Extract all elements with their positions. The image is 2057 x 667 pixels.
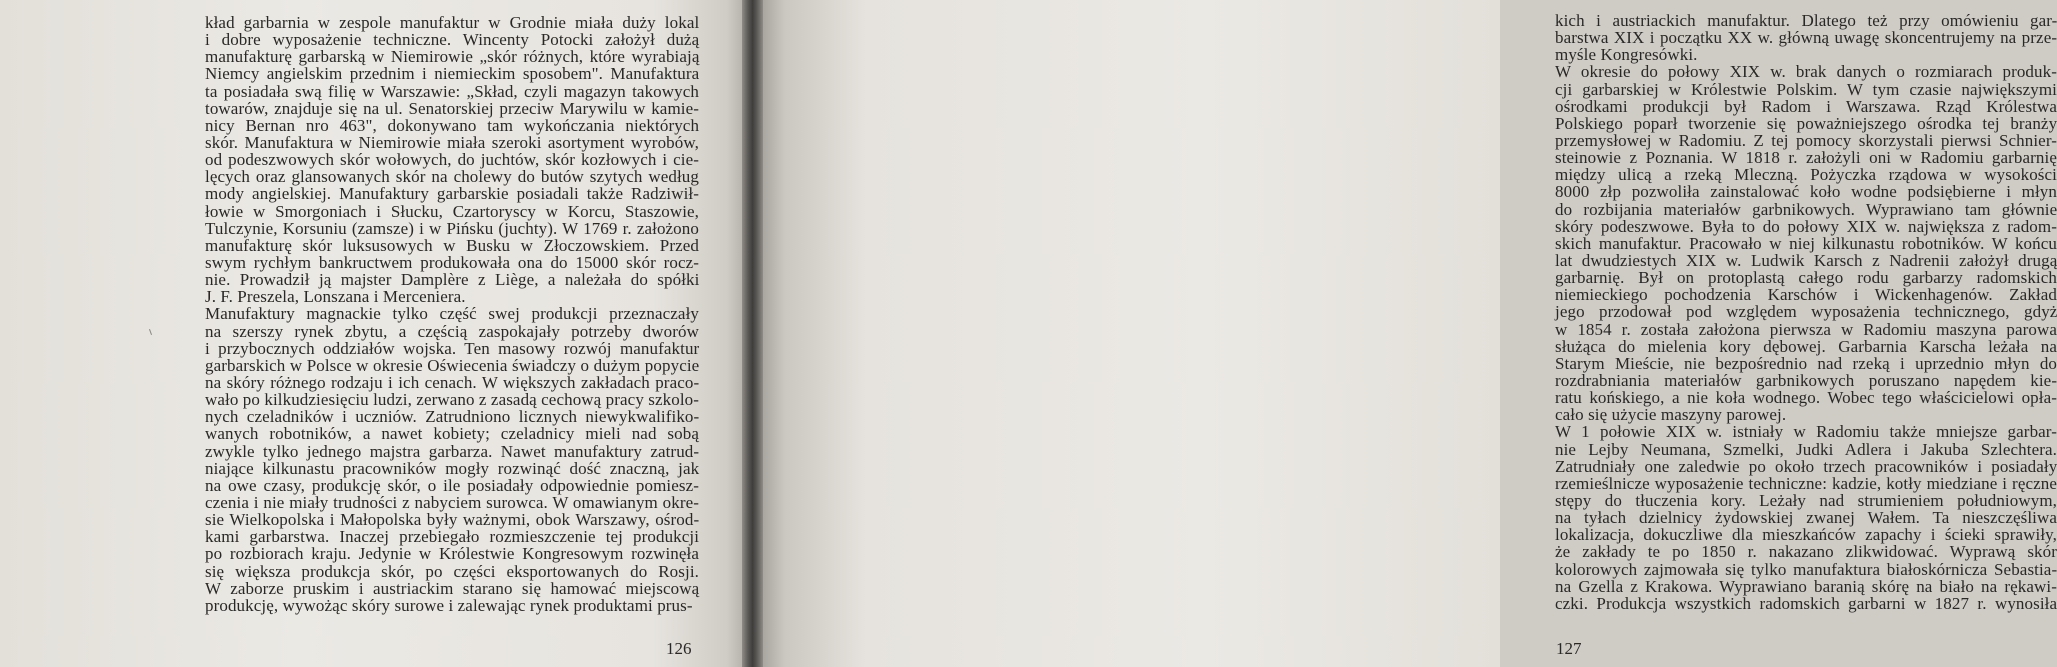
right-page-text-line: Zatrudniały one zaledwie po około trzech pracowników i posiadały [1555, 456, 2057, 476]
left-page-text-line: łowie w Smorgoniach i Słucku, Czartoryscy w Korcu, Staszowie, [205, 201, 700, 221]
right-page-text-line: jego przodował pod względem wyposażenia technicznego, gdyż [1555, 302, 2057, 322]
right-page-text-line: że zakłady te po 1850 r. nakazano zlikwidować. Wyprawą skór [1555, 542, 2057, 562]
right-page-text-line: czki. Produkcja wszystkich radomskich garbarni w 1827 r. wynosiła [1555, 593, 2057, 613]
left-page-text-line: mody angielskiej. Manufaktury garbarskie posiadali także Radziwił- [205, 184, 699, 204]
right-page-text-line: kich i austriackich manufaktur. Dlatego też przy omówieniu gar- [1555, 11, 2057, 30]
left-page-text-line: po rozbiorach kraju. Jedynie w Królestwie Kongresowym rozwinęła [205, 544, 699, 564]
right-page-text-line: nie Lejby Neumana, Szmelki, Judki Adlera i Jakuba Szlechtera. [1555, 439, 2057, 459]
paper-speck [149, 329, 152, 335]
right-page-text-line: rozdrabniania materiałów garbnikowych poruszano napędem kie- [1555, 370, 2057, 390]
right-page-text-line: między ulicą a rzeką Mleczną. Pożyczka rządowa w wysokości [1555, 165, 2057, 185]
right-page-text-line: Polskiego poparł tworzenie się poważniejszego ośrodka tej branży [1555, 113, 2057, 133]
left-page-text-line: od podeszwowych skór wołowych, do juchtów, skór kozłowych i cie- [205, 150, 699, 170]
left-page-text-line: W zaborze pruskim i austriackim starano się hamować miejscową [205, 578, 700, 598]
left-page-text-line: towarów, znajduje się na ul. Senatorskiej przeciw Marywilu w kamie- [205, 98, 699, 118]
right-page-text-line: Starym Mieście, nie bezpośrednio nad rzeką i uprzednio młyn do [1555, 353, 2057, 373]
left-page-text-line: lęcych oraz glansowanych skór na cholewy do butów szytych według [205, 167, 699, 187]
right-page-text-line: skóry podeszwowe. Była to do połowy XIX w. największa z radom- [1555, 216, 2057, 236]
left-page-text-line: produkcję, wywożąc skóry surowe i zalewając rynek produktami prus- [205, 595, 693, 615]
right-page-text-line: steinowie z Poznania. W 1818 r. założyli oni w Radomiu garbarnię [1555, 148, 2057, 168]
right-page-text-line: stępy do tłuczenia kory. Leżały nad strumieniem południowym, [1555, 490, 2057, 510]
right-page-text-line: do rozbijania materiałów garbnikowych. Wyprawiano tam głównie [1555, 199, 2057, 219]
right-page-text-line: garbarnię. Był on protoplastą całego rodu garbarzy radomskich [1555, 268, 2057, 288]
right-page-text-line: niemieckiego pochodzenia Karschów i Wickenhagenów. Zakład [1555, 285, 2057, 305]
left-page-text-line: nicy Bernan nro 463", dokonywano tam wykończania niektórych [205, 115, 700, 135]
left-page-text-line: niające kilkunastu pracowników mogły rozwinąć dość znaczną, jak [205, 458, 700, 478]
right-page-text-line: rzemieślnicze wyposażenie techniczne: kadzie, kotły miedziane i ręczne [1555, 473, 2057, 493]
right-page-text-line: w 1854 r. została założona pierwsza w Radomiu maszyna parowa [1555, 319, 2057, 339]
left-page-text-line: i przybocznych oddziałów wojska. Ten masowy rozwój manufaktur [205, 338, 700, 358]
left-page-text-line: się większa produkcja skór, po części eksportowanych do Rosji. [205, 561, 699, 581]
left-page-text-line: manufakturę skór luksusowych w Busku w Złoczowskiem. Przed [205, 235, 699, 255]
left-page-text-line: nie. Prowadził ją majster Damplère z Liège, a należała do spółki [205, 270, 700, 290]
right-page-text-line: W 1 połowie XIX w. istniały w Radomiu także mniejsze garbar- [1555, 422, 2057, 442]
left-page-text-line: Manufaktury magnackie tylko część swej produkcji przeznaczały [205, 304, 699, 324]
right-page-text-line: ośrodkami produkcji był Radom i Warszawa. Rząd Królestwa [1555, 96, 2057, 116]
left-page-text-line: swym rychłym bankructwem produkowała ona do 15000 skór rocz- [205, 252, 699, 272]
left-page-text-line: wanych robotników, a nawet kobiety; czeladnicy mieli nad sobą [205, 424, 699, 444]
left-page-text-line: J. F. Preszela, Lonszana i Merceniera. [205, 287, 466, 307]
right-page-text-line: lokalizacja, dokuczliwe dla mieszkańców zapachy i ścieki sprawiły, [1555, 525, 2057, 545]
left-page-text-line: ta posiadała swą filię w Warszawie: „Skład, czyli magazyn takowych [205, 81, 699, 101]
right-page-text-line: przemysłowej w Radomiu. Z tej pomocy skorzystali pierwsi Schnier- [1555, 130, 2057, 150]
right-page-text-line: myśle Kongresówki. [1555, 45, 1698, 65]
left-page-text-line: kami garbarstwa. Inaczej przebiegało rozmieszczenie tej produkcji [205, 527, 700, 547]
left-page-text-line: skór. Manufaktura w Niemirowie miała szeroki asortyment wyrobów, [205, 132, 699, 152]
left-page-number: 126 [666, 639, 692, 658]
left-page-text-line: sie Wielkopolska i Małopolska były ważnymi, obok Warszawy, ośrod- [205, 510, 700, 530]
left-page-text-line: czenia i nie miały trudności z nabyciem surowca. W omawianym okre- [205, 492, 699, 512]
book-gutter [742, 0, 763, 667]
left-page-text-line: na skóry różnego rodzaju i ich cenach. W większych zakładach praco- [205, 372, 700, 392]
left-page-text-line: Tulczynie, Korsuniu (zamsze) i w Pińsku (juchty). W 1769 r. założono [205, 218, 699, 238]
right-page-text-line: kolorowych zajmowała się tylko manufaktura białoskórnicza Sebastia- [1555, 559, 2057, 579]
right-page-text-line: cało się użycie maszyny parowej. [1555, 405, 1787, 425]
right-page-text [1555, 12, 2057, 612]
left-page-text-line: i dobre wyposażenie techniczne. Wincenty Potocki założył dużą [205, 30, 700, 50]
right-page-text-line: na Gzella z Krakowa. Wyprawiano baranią skórę na biało na rękawi- [1555, 576, 2057, 596]
left-page-text [205, 14, 699, 614]
right-page-text-line: W okresie do połowy XIX w. brak danych o rozmiarach produk- [1555, 62, 2057, 82]
left-page-text-line: na szerszy rynek zbytu, a częścią zaspokajały potrzeby dworów [205, 321, 699, 341]
left-page-text-line: na owe czasy, produkcję skór, o ile posiadały odpowiednie pomiesz- [205, 475, 699, 495]
right-page [763, 0, 2057, 667]
right-page-text-line: służąca do mielenia kory dębowej. Garbarnia Karscha leżała na [1555, 336, 2057, 356]
left-page-text-line: wało po kilkudziesięciu ludzi, zerwano z zasadą cechową pracy szkolo- [205, 390, 700, 410]
right-page-text-line: 8000 złp pozwoliła zainstalować koło wodne podsiębierne i młyn [1555, 182, 2057, 202]
right-page-text-line: lat dwudziestych XIX w. Ludwik Karsch z Nadrenii założył drugą [1555, 250, 2057, 270]
right-page-text-line: ratu końskiego, a nie koła wodnego. Wobec tego właścicielowi opła- [1555, 388, 2057, 408]
left-page-text-line: zwykle tylko jednego majstra garbarza. Nawet manufaktury zatrud- [205, 441, 700, 461]
right-page-text-line: barstwa XIX i początku XX w. główną uwagę skoncentrujemy na prze- [1555, 28, 2057, 48]
right-page-number: 127 [1556, 639, 1582, 658]
left-page-text-line: nych czeladników i uczniów. Zatrudniono licznych niewykwalifiko- [205, 407, 700, 427]
right-page-text-line: na tyłach dzielnicy żydowskiej zwanej Wałem. Ta nieszczęśliwa [1555, 508, 2057, 528]
left-page-text-line: manufakturę garbarską w Niemirowie „skór różnych, które wyrabiają [205, 47, 700, 67]
right-page-text-line: cji garbarskiej w Królestwie Polskim. W tym czasie największymi [1555, 79, 2057, 99]
left-page-text-line: kład garbarnia w zespole manufaktur w Grodnie miała duży lokal [205, 13, 700, 32]
right-page-text-line: skich manufaktur. Pracowało w niej kilkunastu robotników. W końcu [1555, 233, 2057, 253]
left-page-text-line: garbarskich w Polsce w okresie Oświecenia świadczy o dużym popycie [205, 355, 700, 375]
left-page-text-line: Niemcy angielskim przednim i niemieckim sposobem". Manufaktura [205, 64, 700, 84]
left-page [0, 0, 742, 667]
